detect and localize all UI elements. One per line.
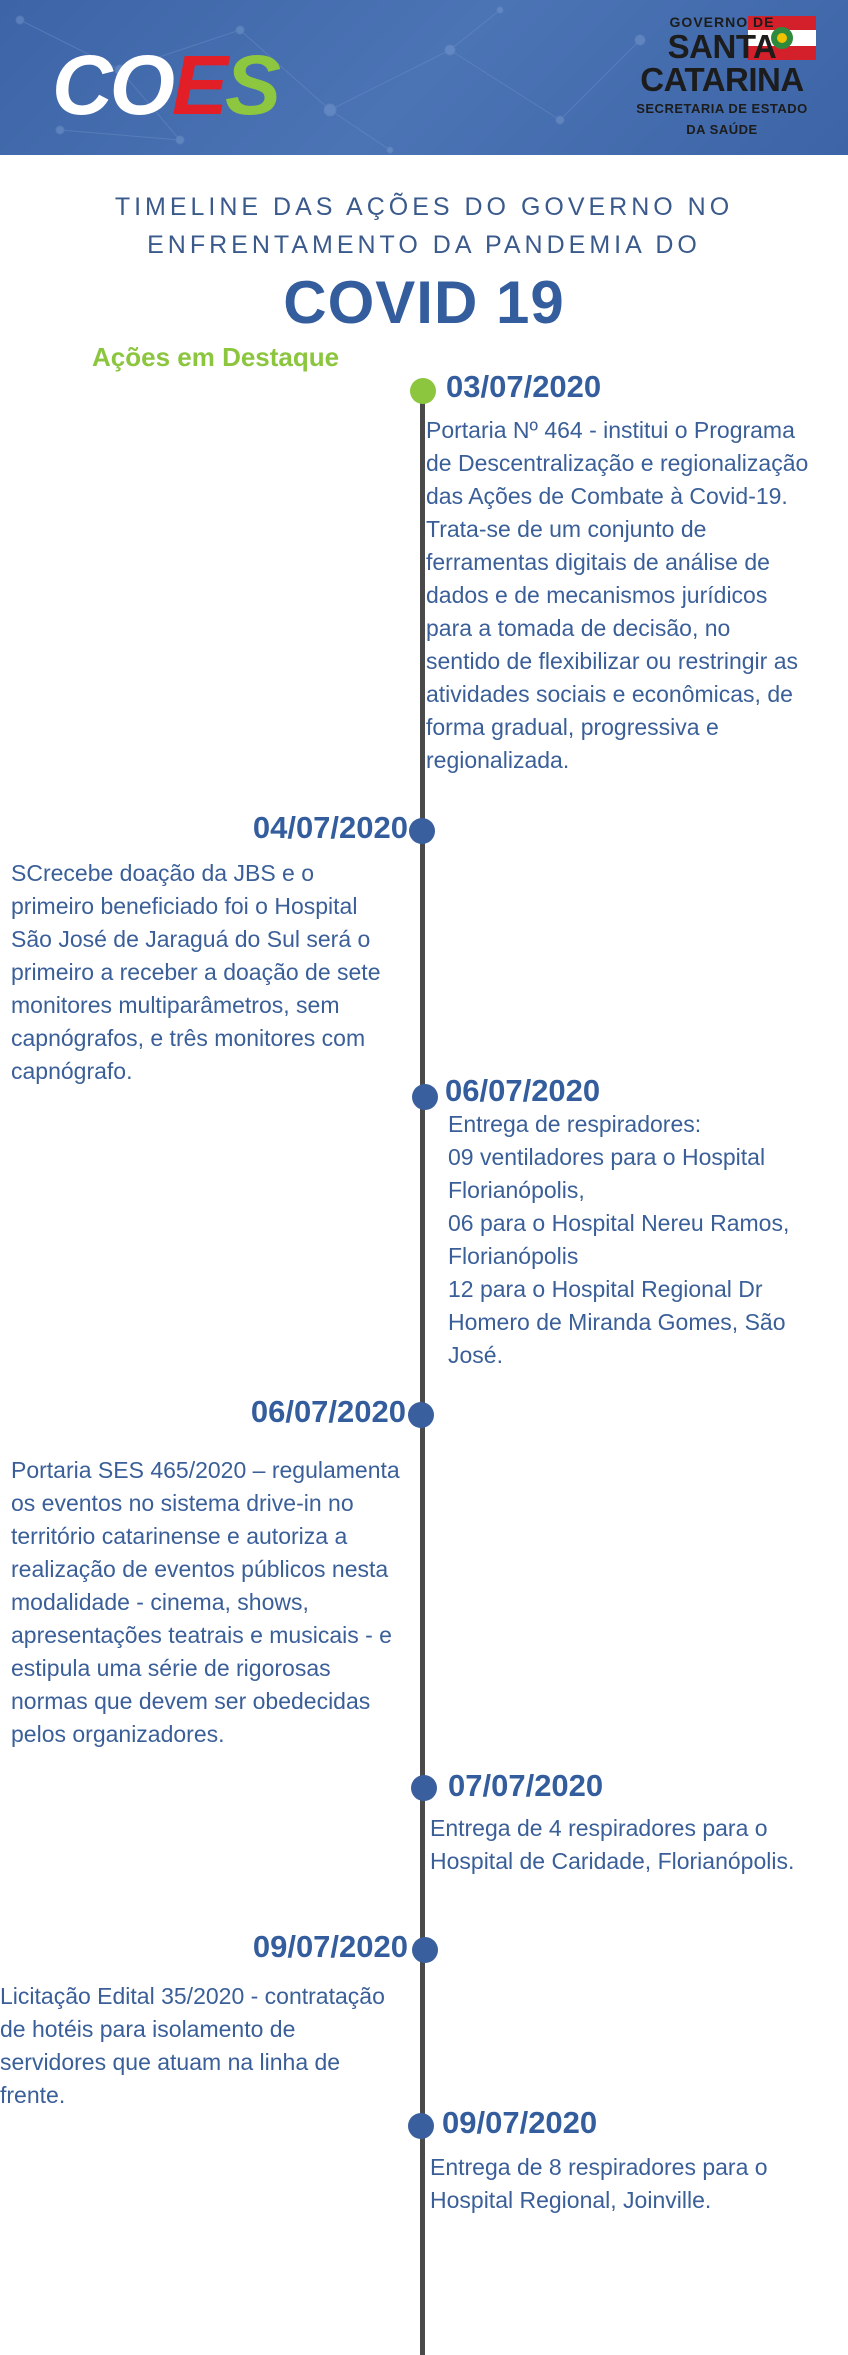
timeline-description: SCrecebe doação da JBS e o primeiro beneficiado foi o Hospital São José de Jaraguá do Sul será o primeiro a receber a doação de sete monitores multiparâmetros, sem capnógrafos, e três monitores com capnógrafo. xyxy=(11,860,381,1084)
timeline-date: 06/07/2020 xyxy=(250,1394,406,1429)
title-line-1: TIMELINE DAS AÇÕES DO GOVERNO NO xyxy=(114,193,734,221)
timeline-description: Entrega de 8 respiradores para o Hospital Regional, Joinville. xyxy=(430,2154,768,2213)
timeline-date: 07/07/2020 xyxy=(448,1768,604,1803)
title-line-2: ENFRENTAMENTO DA PANDEMIA DO xyxy=(147,231,701,259)
timeline-date: 04/07/2020 xyxy=(252,810,408,845)
timeline-description: Entrega de respiradores: 09 ventiladores para o Hospital Florianópolis, 06 para o Hospital Nereu Ramos, Florianópolis 12 para o Hospital Regional Dr Homero de Miranda Gomes, São José. xyxy=(448,1111,790,1368)
timeline-date: 09/07/2020 xyxy=(252,1929,408,1964)
page-title xyxy=(0,188,848,264)
timeline-description: Portaria Nº 464 - institui o Programa de Descentralização e regionalização das Ações de Combate à Covid-19. Trata-se de um conjunto de ferramentas digitais de análise de dados e de mecanismos jurídicos para a tomada de decisão, no sentido de flexibilizar ou restringir as atividades sociais e econômicas, de forma gradual, progressiva e regionalizada. xyxy=(426,417,809,773)
timeline-description: Licitação Edital 35/2020 - contratação de hotéis para isolamento de servidores que atuam na linha de frente. xyxy=(0,1983,385,2108)
timeline-date: 09/07/2020 xyxy=(442,2105,598,2140)
coes-logo: COES xyxy=(52,38,279,132)
government-logo: GOVERNO DE SANTA CATARINA SECRETARIA DE ESTADO DA SAÚDE xyxy=(636,14,808,137)
timeline-description: Entrega de 4 respiradores para o Hospital de Caridade, Florianópolis. xyxy=(430,1815,795,1874)
timeline-date: 06/07/2020 xyxy=(445,1073,601,1108)
timeline-dot xyxy=(412,1084,438,1110)
timeline-description: Portaria SES 465/2020 – regulamenta os eventos no sistema drive-in no território catarinense e autoriza a realização de eventos públicos nesta modalidade - cinema, shows, apresentações teatrais e musicais - e estipula uma série de rigorosas normas que devem ser obedecidas pelos organizadores. xyxy=(11,1457,400,1747)
timeline-date: 03/07/2020 xyxy=(446,369,602,404)
timeline-dot xyxy=(408,1402,434,1428)
section-subtitle: Ações em Destaque xyxy=(92,342,340,372)
main-heading: COVID 19 xyxy=(283,269,565,336)
timeline-dot xyxy=(411,1775,437,1801)
timeline-dot xyxy=(410,378,436,404)
timeline-dot xyxy=(412,1937,438,1963)
timeline-dot xyxy=(408,2113,434,2139)
timeline-axis xyxy=(420,388,425,2355)
header-banner xyxy=(0,0,848,155)
timeline-dot xyxy=(409,818,435,844)
